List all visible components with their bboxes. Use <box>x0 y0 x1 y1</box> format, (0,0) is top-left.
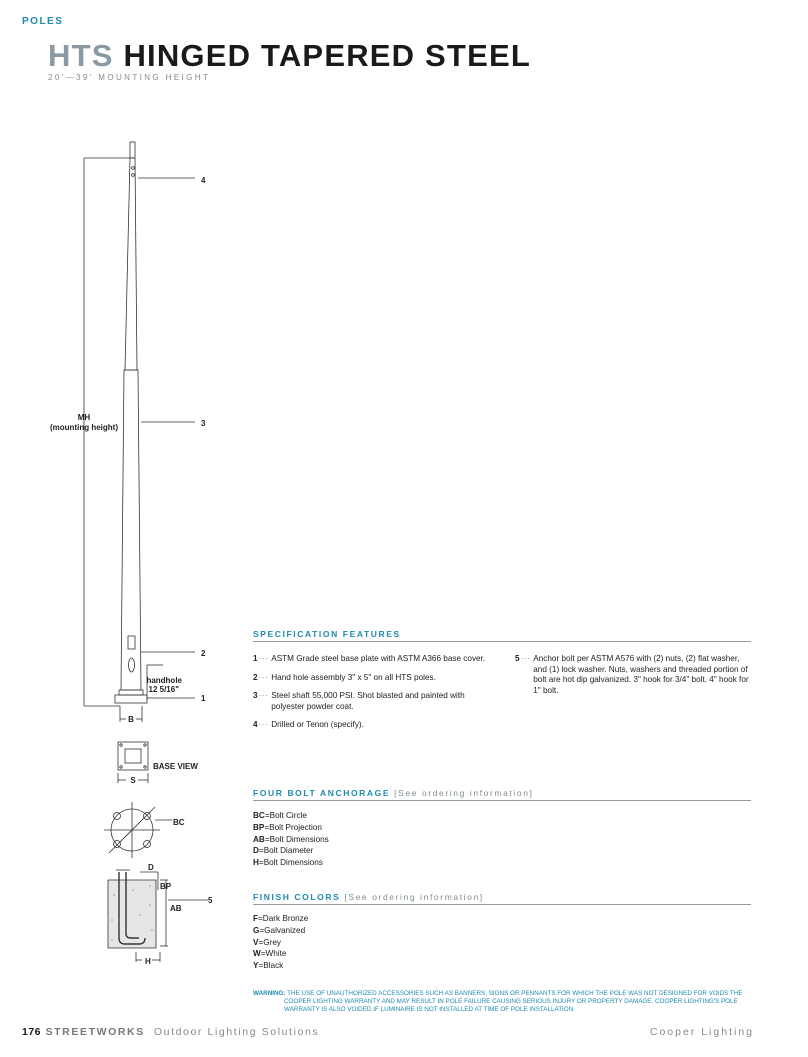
spec-rule <box>253 641 751 642</box>
legend-item: G=Galvanized <box>253 925 306 935</box>
spec-item: 1 ··· ASTM Grade steel base plate with ASTM A366 base cover. <box>253 654 486 663</box>
callout-2: 2 <box>201 649 206 658</box>
footer-brand: STREETWORKS <box>45 1026 145 1038</box>
mh-label: MH <box>77 413 91 422</box>
handhole-dimension: 12 5/16" <box>148 685 179 694</box>
mh-label-sub: (mounting height) <box>50 423 118 432</box>
base-view-plate <box>118 742 148 770</box>
legend-item: Y=Black <box>253 961 284 971</box>
legend-item: D=Bolt Diameter <box>253 846 314 856</box>
spec-list-left <box>253 654 493 731</box>
d-label: D <box>148 863 154 872</box>
anchorage-legend <box>253 810 329 869</box>
pole-lower-shaft <box>121 370 141 690</box>
h-label: H <box>145 957 151 966</box>
title-code: HTS <box>48 38 114 73</box>
footer-company: Cooper Lighting <box>649 1026 754 1038</box>
spec-item: 3 ··· Steel shaft 55,000 PSI. Shot blasted and painted with polyester powder coat. <box>253 691 465 711</box>
spec-heading: SPECIFICATION FEATURES <box>253 629 401 639</box>
legend-item: F=Dark Bronze <box>253 914 309 923</box>
section-tag: POLES <box>22 16 64 27</box>
finish-legend <box>253 913 308 972</box>
spec-list-right <box>515 654 752 696</box>
footer-left <box>22 1026 319 1038</box>
bp-label: BP <box>160 882 172 891</box>
spec-item: 5 ··· Anchor bolt per ASTM A576 with (2) nuts, (2) flat washer, and (1) lock washer. Nuts, washers and threaded portion of bolt are hot dip galvanized. 3" hook for 3/4" bolt. 4" hook for 1" bolt. <box>515 654 749 695</box>
finish-rule <box>253 904 751 905</box>
legend-item: H=Bolt Dimensions <box>253 858 323 868</box>
b-label: B <box>128 715 134 724</box>
legend-item: V=Grey <box>253 937 281 947</box>
anchorage-heading: FOUR BOLT ANCHORAGE [See ordering information] <box>253 788 534 798</box>
legend-item: W=White <box>253 949 287 959</box>
callout-3: 3 <box>201 419 206 428</box>
anchorage-rule <box>253 800 751 801</box>
title-text: HINGED TAPERED STEEL <box>123 38 531 73</box>
legend-item: BP=Bolt Projection <box>253 822 322 832</box>
callout-5: 5 <box>208 896 213 905</box>
callout-1: 1 <box>201 694 206 703</box>
warning-label: WARNING: <box>253 990 286 997</box>
ab-label: AB <box>170 904 182 913</box>
warning-note <box>253 990 758 1014</box>
legend-item: AB=Bolt Dimensions <box>253 834 329 844</box>
callout-4: 4 <box>201 176 206 185</box>
hand-hole <box>128 636 135 649</box>
base-plate <box>115 695 147 703</box>
handhole-label: handhole <box>146 676 182 685</box>
finish-heading: FINISH COLORS [See ordering information] <box>253 892 484 902</box>
bc-label: BC <box>173 818 185 827</box>
s-label: S <box>130 776 136 785</box>
page-number: 176 <box>22 1026 42 1038</box>
pole-tenon <box>130 142 135 158</box>
base-view-label: BASE VIEW <box>153 762 198 771</box>
warning-text: THE USE OF UNAUTHORIZED ACCESSORIES SUCH AS BANNERS, SIGNS OR PENNANTS FOR WHICH THE POLE WAS NOT DESIGNED FOR VOIDS THE COOPER LIGHTING WARRANTY AND MAY RESULT IN POLE FAILURE CAUSING SERIOUS INJURY OR PROPERTY DAMAGE. COOPER LIGHTING'S POLE WARRANTY IS ALSO VOIDED IF LUMINAIRE IS NOT INSTALLED AT TIME OF POLE INSTALLATION. <box>284 990 743 1013</box>
footer-tagline: Outdoor Lighting Solutions <box>153 1026 320 1038</box>
spec-item: 4 ··· Drilled or Tenon (specify). <box>253 720 364 729</box>
pole-upper-shaft <box>125 158 137 370</box>
legend-item: BC=Bolt Circle <box>253 811 307 820</box>
page-subtitle: 20'—39' MOUNTING HEIGHT <box>48 73 211 82</box>
spec-item: 2 ··· Hand hole assembly 3" x 5" on all HTS poles. <box>253 672 436 682</box>
